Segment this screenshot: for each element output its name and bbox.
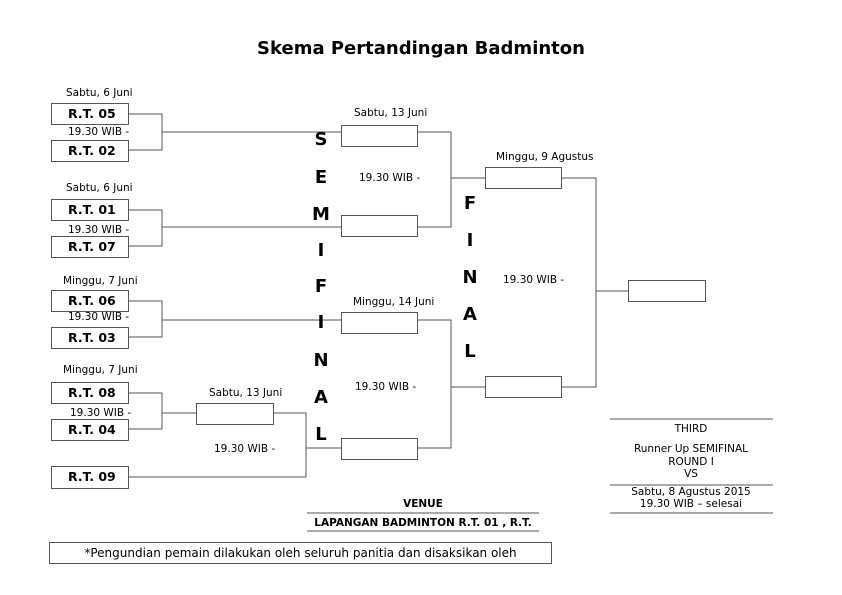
semifinal-letter: E [314, 167, 328, 188]
team-box-r1-m2-a: R.T. 01 [51, 199, 129, 221]
extra-match-winner-box [196, 403, 274, 425]
third-line1: Runner Up SEMIFINAL [633, 443, 749, 455]
venue-place: LAPANGAN BADMINTON R.T. 01 , R.T. [314, 517, 532, 529]
venue-heading: VENUE [403, 498, 443, 510]
final-date: Minggu, 9 Agustus [496, 151, 594, 163]
third-line2: ROUND I [668, 456, 714, 468]
semifinal-letter: I [317, 312, 325, 333]
third-line3: VS [684, 468, 698, 480]
final-letter: F [463, 193, 477, 214]
team-box-r1-m1-a: R.T. 05 [51, 103, 129, 125]
connector-sf1 [417, 132, 451, 227]
r1-m4-date: Minggu, 7 Juni [63, 364, 138, 376]
final-letter: L [464, 341, 476, 362]
sf2-time: 19.30 WIB - [355, 381, 417, 393]
final-time: 19.30 WIB - [503, 274, 565, 286]
semifinal-letter: N [313, 350, 329, 371]
third-date: Sabtu, 8 Agustus 2015 [631, 486, 751, 498]
team-box-r1-m1-b: R.T. 02 [51, 140, 129, 162]
semifinal-letter: F [314, 276, 328, 297]
final-letter: N [462, 267, 478, 288]
final-slot-b [485, 376, 562, 398]
semifinal-letter: I [317, 240, 325, 261]
team-box-r1-m2-b: R.T. 07 [51, 236, 129, 258]
semifinal-letter: A [314, 387, 328, 408]
extra-match-date: Sabtu, 13 Juni [209, 387, 283, 399]
sf1-slot-a [341, 125, 418, 147]
sf1-time: 19.30 WIB - [359, 172, 421, 184]
team-box-r1-m3-b: R.T. 03 [51, 327, 129, 349]
r1-m2-date: Sabtu, 6 Juni [66, 182, 133, 194]
team-box-bye: R.T. 09 [51, 466, 129, 489]
connector-r1-m2 [128, 210, 162, 246]
third-title: THIRD [674, 423, 708, 435]
r1-m4-time: 19.30 WIB - [70, 407, 132, 419]
team-box-r1-m4-b: R.T. 04 [51, 419, 129, 441]
semifinal-letter: S [314, 129, 328, 150]
final-letter: I [466, 230, 474, 251]
sf1-date: Sabtu, 13 Juni [354, 107, 428, 119]
connector-r1-m4 [128, 393, 162, 429]
extra-match-time: 19.30 WIB - [214, 443, 276, 455]
connector-r1-m3 [128, 301, 162, 337]
sf2-date: Minggu, 14 Juni [353, 296, 435, 308]
final-letter: A [463, 304, 477, 325]
r1-m1-date: Sabtu, 6 Juni [66, 87, 133, 99]
third-time: 19.30 WIB – selesai [639, 498, 743, 510]
page-title: Skema Pertandingan Badminton [257, 38, 585, 59]
sf2-slot-a [341, 312, 418, 334]
footnote: *Pengundian pemain dilakukan oleh seluruh panitia dan disaksikan oleh [49, 542, 552, 564]
connector-sf2 [417, 320, 451, 448]
connector-r1-m1 [128, 114, 162, 150]
r1-m1-time: 19.30 WIB - [68, 126, 130, 138]
sf2-slot-b [341, 438, 418, 460]
final-slot-a [485, 167, 562, 189]
team-box-r1-m4-a: R.T. 08 [51, 382, 129, 404]
r1-m2-time: 19.30 WIB - [68, 224, 130, 236]
semifinal-letter: L [315, 424, 327, 445]
semifinal-letter: M [312, 204, 330, 225]
champion-slot [628, 280, 706, 302]
sf1-slot-b [341, 215, 418, 237]
r1-m3-date: Minggu, 7 Juni [63, 275, 138, 287]
connector-final [561, 178, 596, 387]
team-box-r1-m3-a: R.T. 06 [51, 290, 129, 312]
r1-m3-time: 19.30 WIB - [68, 311, 130, 323]
